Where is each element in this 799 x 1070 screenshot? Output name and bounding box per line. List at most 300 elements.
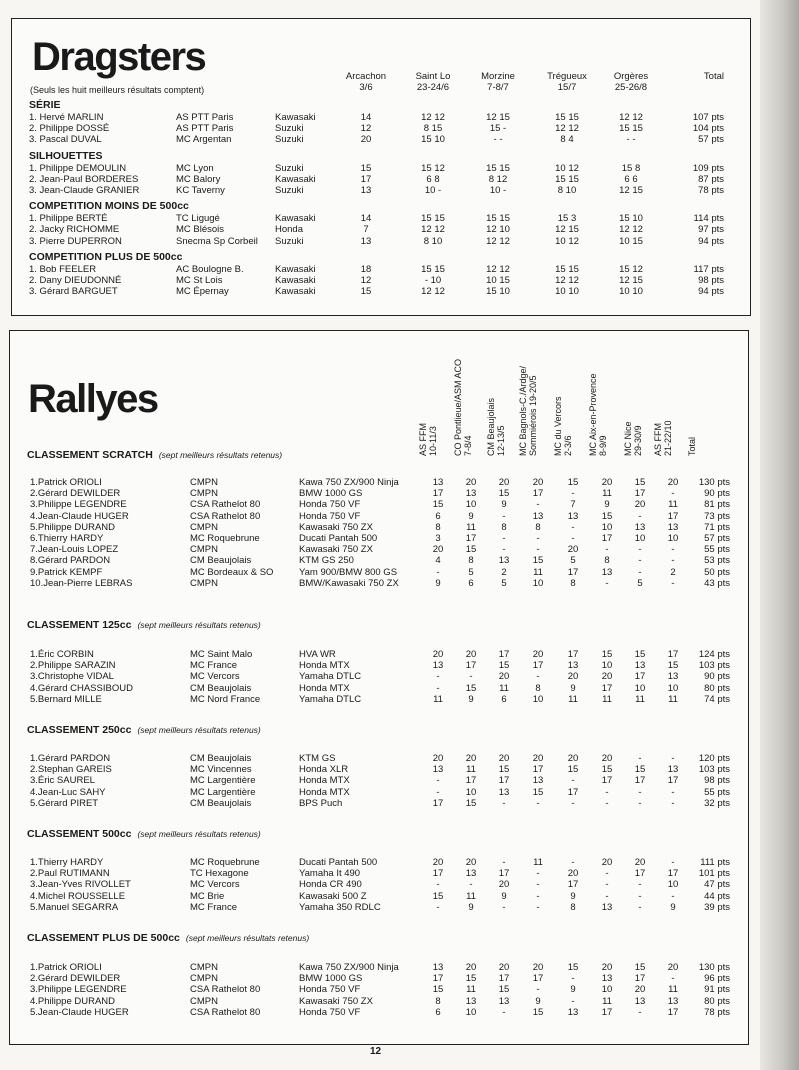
event-score: 10 — [465, 786, 477, 798]
event-header-line: 2-3/6 — [563, 435, 573, 456]
bike-model: Honda MTX — [299, 786, 350, 798]
total-points: 71 pts — [704, 521, 730, 533]
event-header-line: MC Bagnols-C./Ardge/ — [518, 365, 528, 456]
event-score: - — [469, 879, 473, 891]
event-score: 17 — [532, 973, 544, 985]
event-score: 17 — [532, 764, 544, 776]
event-score: 10 - — [489, 185, 507, 196]
event-score: 12 12 — [555, 275, 579, 286]
event-score: 15 — [634, 649, 646, 660]
event-score: - — [571, 521, 575, 533]
event-score: 8 10 — [557, 185, 577, 196]
bike-model: Honda MTX — [299, 775, 350, 787]
event-score: 20 — [432, 649, 444, 660]
event-score: 17 — [634, 671, 646, 683]
bike-model: Suzuki — [275, 185, 304, 196]
rider-name: 1.Gérard PARDON — [30, 753, 111, 764]
event-score: 17 — [532, 488, 544, 500]
event-score: 17 — [498, 973, 510, 985]
event-score: 13 — [432, 962, 444, 973]
rider-name: 6.Thierry HARDY — [30, 533, 104, 544]
total-points: 55 pts — [704, 786, 730, 798]
total-points: 101 pts — [698, 868, 730, 880]
total-points: 44 pts — [704, 890, 730, 902]
bike-model: Honda — [275, 224, 303, 236]
club-name: MC Brie — [190, 890, 225, 902]
event-score: - — [502, 510, 506, 522]
event-score: 12 10 — [486, 224, 510, 236]
section-note: (sept meilleurs résultats retenus) — [137, 620, 261, 630]
club-name: CM Beaujolais — [190, 797, 252, 809]
club-name: Snecma Sp Corbeil — [176, 235, 258, 247]
event-score: 4 — [435, 555, 441, 567]
event-header-line: AS FFM — [418, 423, 428, 456]
club-name: CMPN — [190, 488, 218, 500]
event-score: 10 15 — [619, 235, 643, 247]
club-name: KC Taverny — [176, 185, 225, 196]
event-score: 17 — [634, 488, 646, 500]
event-score: - — [671, 973, 675, 985]
event-score: 9 — [435, 577, 441, 589]
event-score: 14 — [360, 213, 372, 225]
event-score: 20 — [432, 544, 444, 556]
event-score: 20 — [601, 477, 613, 488]
event-name: Orgères — [613, 71, 649, 82]
section-note: (sept meilleurs résultats retenus) — [137, 829, 261, 839]
event-score: 20 — [634, 984, 646, 996]
event-score: 11 — [602, 488, 612, 500]
rider-name: 3.Philippe LEGENDRE — [30, 984, 127, 996]
dragsters-note: (Seuls les huit meilleurs résultats comptent) — [30, 85, 205, 95]
total-points: 74 pts — [704, 693, 730, 705]
rider-name: 10.Jean-Pierre LEBRAS — [30, 577, 133, 589]
bike-model: Kawasaki — [275, 263, 316, 275]
event-score: 10 — [601, 984, 613, 996]
event-header-line: 12-13/5 — [496, 425, 506, 456]
event-score: 20 — [601, 962, 613, 973]
club-name: MC Vercors — [190, 671, 240, 683]
event-score: 12 15 — [486, 112, 510, 123]
event-score: - — [671, 857, 675, 868]
event-score: - — [638, 753, 642, 764]
page-binding-edge — [760, 0, 799, 1070]
event-score: 20 — [532, 477, 544, 488]
event-score: 20 — [567, 868, 579, 880]
event-score: 6 8 — [426, 173, 440, 185]
event-score: 8 — [570, 577, 576, 589]
event-score: - — [571, 973, 575, 985]
event-score: 17 — [667, 775, 679, 787]
event-score: 15 12 — [421, 162, 445, 174]
bike-model: Honda 750 VF — [299, 1006, 361, 1018]
dragsters-category-title: COMPETITION PLUS DE 500cc — [29, 250, 183, 263]
total-points: 43 pts — [704, 577, 730, 589]
event-score: 20 — [567, 671, 579, 683]
event-score: 13 — [601, 973, 613, 985]
event-score: - — [671, 797, 675, 809]
rider-name: 1.Thierry HARDY — [30, 857, 104, 868]
event-score: 11 — [568, 693, 578, 705]
event-score: - — [536, 533, 540, 544]
event-score: 13 — [432, 764, 444, 776]
total-points: 53 pts — [704, 555, 730, 567]
rider-name: 5.Jean-Claude HUGER — [30, 1006, 129, 1018]
total-points: 107 pts — [692, 112, 724, 123]
event-score: 10 — [667, 533, 679, 544]
bike-model: Honda 750 VF — [299, 499, 361, 511]
event-score: 5 — [501, 577, 507, 589]
event-score: 15 — [498, 660, 510, 672]
bike-model: Suzuki — [275, 134, 304, 146]
event-score: 13 — [567, 510, 579, 522]
dragsters-category-title: SILHOUETTES — [29, 149, 103, 162]
event-score: 11 — [466, 984, 476, 996]
event-score: 6 — [435, 510, 441, 522]
event-header-line: MC du Vercors — [553, 396, 563, 456]
event-score: 20 — [498, 879, 510, 891]
event-score: - — [436, 786, 440, 798]
club-name: MC Balory — [176, 173, 221, 185]
event-score: 10 — [601, 660, 613, 672]
event-score: 17 — [465, 533, 477, 544]
event-score: - — [502, 1006, 506, 1018]
bike-model: Yamaha 350 RDLC — [299, 901, 381, 913]
event-score: - — [536, 984, 540, 996]
club-name: MC Lyon — [176, 162, 214, 174]
total-points: 96 pts — [704, 973, 730, 985]
club-name: MC Nord France — [190, 693, 261, 705]
event-date: 25-26/8 — [614, 82, 648, 93]
event-score: 10 — [465, 1006, 477, 1018]
event-score: - — [671, 555, 675, 567]
bike-model: Suzuki — [275, 235, 304, 247]
event-score: 12 12 — [555, 123, 579, 135]
event-score: 20 — [465, 857, 477, 868]
event-score: 10 — [634, 533, 646, 544]
rider-name: 8.Gérard PARDON — [30, 555, 111, 567]
page-number: 12 — [370, 1046, 382, 1057]
event-score: 12 12 — [619, 224, 643, 236]
event-score: 13 — [532, 775, 544, 787]
club-name: MC Épernay — [176, 286, 229, 298]
event-score: - — [605, 879, 609, 891]
event-score: 15 10 — [619, 213, 643, 225]
total-points: 124 pts — [698, 649, 730, 660]
event-header-line: 10-11/3 — [428, 426, 438, 456]
event-score: 11 — [533, 857, 543, 868]
bike-model: Honda 750 VF — [299, 510, 361, 522]
event-score: 6 — [435, 1006, 441, 1018]
bike-model: Kawasaki — [275, 112, 316, 123]
bike-model: Honda CR 490 — [299, 879, 362, 891]
total-points: 57 pts — [704, 533, 730, 544]
rider-name: 3.Jean-Yves RIVOLLET — [30, 879, 131, 891]
event-header-line: MC Aix-en-Provence — [588, 373, 598, 456]
total-points: 90 pts — [704, 671, 730, 683]
total-points: 81 pts — [704, 499, 730, 511]
event-score: 15 — [465, 797, 477, 809]
club-name: CMPN — [190, 577, 218, 589]
event-score: - — [502, 544, 506, 556]
rallyes-event-header — [553, 396, 573, 456]
event-score: - — [671, 544, 675, 556]
club-name: MC Vercors — [190, 879, 240, 891]
event-score: - - — [626, 134, 636, 146]
event-score: - — [605, 577, 609, 589]
event-header-line: CM Beaujolais — [486, 397, 496, 456]
rallyes-section-title — [27, 449, 282, 461]
event-score: 17 — [567, 879, 579, 891]
event-score: 20 — [360, 134, 372, 146]
event-score: 13 — [567, 1006, 579, 1018]
event-score: 15 — [567, 764, 579, 776]
event-score: 20 — [532, 753, 544, 764]
rider-name: 4.Michel ROUSSELLE — [30, 890, 126, 902]
event-score: 15 — [601, 764, 613, 776]
total-points: 87 pts — [698, 173, 724, 185]
event-score: 15 — [465, 973, 477, 985]
club-name: CMPN — [190, 962, 218, 973]
bike-model: Yamaha It 490 — [299, 868, 361, 880]
rider-name: 1. Philippe BERTÉ — [29, 213, 108, 225]
event-score: 13 — [498, 786, 510, 798]
event-score: 15 15 — [555, 263, 579, 275]
event-score: - — [605, 544, 609, 556]
club-name: AS PTT Paris — [176, 112, 234, 123]
event-score: 13 — [360, 185, 372, 196]
club-name: CMPN — [190, 544, 218, 556]
event-score: - — [536, 879, 540, 891]
event-score: 10 — [532, 577, 544, 589]
bike-model: Ducati Pantah 500 — [299, 533, 378, 544]
event-score: 15 — [498, 488, 510, 500]
event-score: 13 — [634, 660, 646, 672]
event-score: - — [502, 533, 506, 544]
event-score: 17 — [360, 173, 372, 185]
event-header-line: 29-30/9 — [633, 425, 643, 456]
event-score: 15 — [498, 984, 510, 996]
event-score: 13 — [667, 995, 679, 1007]
rider-name: 1. Philippe DEMOULIN — [29, 162, 127, 174]
total-points: 114 pts — [693, 213, 724, 225]
event-score: 14 — [360, 112, 372, 123]
event-score: 17 — [567, 566, 579, 578]
event-score: 10 — [532, 693, 544, 705]
event-score: 15 15 — [421, 263, 445, 275]
section-title: CLASSEMENT PLUS DE 500cc — [27, 932, 180, 944]
bike-model: Kawasaki — [275, 275, 316, 286]
event-score: 13 — [667, 764, 679, 776]
event-header-line: AS FFM — [653, 423, 663, 456]
total-points: 103 pts — [698, 764, 730, 776]
rider-name: 2.Stephan GAREIS — [30, 764, 112, 776]
event-score: 17 — [498, 775, 510, 787]
rider-name: 1. Bob FEELER — [29, 263, 97, 275]
dragsters-panel — [11, 18, 751, 316]
total-points: 130 pts — [698, 477, 730, 488]
event-date: 3/6 — [359, 82, 373, 93]
rider-name: 1.Patrick ORIOLI — [30, 477, 102, 488]
event-score: 10 12 — [555, 162, 579, 174]
club-name: CSA Rathelot 80 — [190, 1006, 261, 1018]
club-name: MC St Lois — [176, 275, 223, 286]
rallyes-section-title — [27, 932, 309, 944]
club-name: MC France — [190, 901, 237, 913]
total-points: 103 pts — [698, 660, 730, 672]
event-score: 17 — [432, 973, 444, 985]
event-score: 15 — [601, 649, 613, 660]
total-points: 94 pts — [698, 235, 724, 247]
bike-model: Kawasaki 750 ZX — [299, 544, 373, 556]
bike-model: KTM GS 250 — [299, 555, 354, 567]
club-name: TC Hexagone — [190, 868, 249, 880]
club-name: CMPN — [190, 995, 218, 1007]
rallyes-event-header — [623, 421, 643, 456]
event-score: 20 — [634, 499, 646, 511]
event-score: 17 — [432, 797, 444, 809]
event-score: 18 — [360, 263, 372, 275]
total-points: 120 pts — [698, 753, 730, 764]
event-score: 5 — [637, 577, 643, 589]
event-score: 15 — [601, 510, 613, 522]
event-score: 20 — [465, 477, 477, 488]
bike-model: Yamaha DTLC — [299, 693, 362, 705]
section-title: CLASSEMENT 500cc — [27, 828, 132, 840]
event-score: - — [605, 890, 609, 902]
total-points: 80 pts — [704, 995, 730, 1007]
event-score: 10 — [601, 521, 613, 533]
event-score: - — [638, 890, 642, 902]
bike-model: Kawasaki 750 ZX — [299, 521, 373, 533]
event-score: - — [436, 671, 440, 683]
event-score: - — [469, 671, 473, 683]
event-score: 17 — [465, 660, 477, 672]
event-score: 9 — [570, 984, 576, 996]
dragsters-category-title: SÉRIE — [29, 99, 61, 111]
club-name: MC Argentan — [176, 134, 232, 146]
rider-name: 1.Patrick ORIOLI — [30, 962, 102, 973]
rallyes-event-header — [653, 420, 673, 456]
total-points: 104 pts — [692, 123, 724, 135]
event-score: 15 — [634, 477, 646, 488]
event-name: Saint Lo — [415, 71, 451, 82]
rider-name: 3. Pascal DUVAL — [29, 134, 102, 146]
event-score: 20 — [667, 962, 679, 973]
rider-name: 3.Philippe LEGENDRE — [30, 499, 127, 511]
event-header-line: 21-22/10 — [663, 420, 673, 456]
rallyes-section-title — [27, 724, 261, 736]
bike-model: BMW/Kawasaki 750 ZX — [299, 577, 399, 589]
event-score: 12 12 — [421, 224, 445, 236]
rider-name: 4.Jean-Luc SAHY — [30, 786, 106, 798]
total-points: 90 pts — [704, 488, 730, 500]
event-score: 15 15 — [486, 162, 510, 174]
section-note: (sept meilleurs résultats retenus) — [158, 450, 283, 460]
event-score: 20 — [498, 962, 510, 973]
event-score: 20 — [498, 477, 510, 488]
club-name: MC France — [190, 660, 237, 672]
event-score: - — [536, 499, 540, 511]
event-score: - — [671, 488, 675, 500]
event-score: 6 — [501, 693, 507, 705]
event-score: - — [502, 797, 506, 809]
event-score: 20 — [601, 671, 613, 683]
total-points: 97 pts — [698, 224, 724, 236]
rider-name: 3. Jean-Claude GRANIER — [29, 185, 140, 196]
rider-name: 2.Paul RUTIMANN — [30, 868, 110, 880]
event-score: 13 — [601, 566, 613, 578]
total-points: 47 pts — [704, 879, 730, 891]
total-points: 39 pts — [704, 901, 730, 913]
event-score: 8 — [604, 555, 610, 567]
event-date: 23-24/6 — [416, 82, 450, 93]
event-score: 15 — [432, 890, 444, 902]
event-score: 15 — [634, 962, 646, 973]
event-score: 13 — [667, 671, 679, 683]
event-date: 15/7 — [557, 82, 577, 93]
event-score: 12 15 — [619, 275, 643, 286]
event-score: 12 12 — [619, 112, 643, 123]
event-header-line: Sommiérois 19-20/5 — [528, 375, 538, 456]
rider-name: 1.Éric CORBIN — [30, 649, 94, 660]
event-score: - — [571, 533, 575, 544]
section-title: CLASSEMENT 250cc — [27, 724, 132, 736]
event-score: 10 — [667, 879, 679, 891]
event-score: 15 3 — [557, 213, 577, 225]
event-score: 10 — [634, 682, 646, 694]
event-score: 17 — [601, 1006, 613, 1018]
dragsters-category-title: COMPETITION MOINS DE 500cc — [29, 200, 189, 213]
club-name: MC Largentière — [190, 775, 256, 787]
event-score: - — [638, 566, 642, 578]
event-score: 8 — [435, 521, 441, 533]
club-name: CMPN — [190, 477, 218, 488]
event-score: 15 — [532, 786, 544, 798]
club-name: CM Beaujolais — [190, 753, 252, 764]
event-score: 10 12 — [555, 235, 579, 247]
total-points: 117 pts — [693, 263, 724, 275]
event-score: 11 — [466, 764, 476, 776]
event-score: 15 — [465, 682, 477, 694]
event-score: 11 — [668, 984, 678, 996]
club-name: MC Bordeaux & SO — [190, 566, 274, 578]
total-points: 73 pts — [704, 510, 730, 522]
club-name: CM Beaujolais — [190, 682, 252, 694]
event-score: 17 — [601, 775, 613, 787]
rallyes-event-header — [518, 366, 538, 456]
event-score: 10 — [465, 499, 477, 511]
event-score: - — [536, 797, 540, 809]
event-score: 5 — [570, 555, 576, 567]
event-score: 13 — [432, 477, 444, 488]
total-points: 78 pts — [698, 185, 724, 196]
rallyes-event-header — [486, 398, 506, 456]
event-score: 13 — [567, 660, 579, 672]
event-score: 9 — [501, 499, 507, 511]
section-note: (sept meilleurs résultats retenus) — [185, 933, 310, 943]
event-score: 7 — [570, 499, 576, 511]
event-score: - — [671, 577, 675, 589]
rallyes-title: Rallyes — [28, 377, 158, 421]
event-score: - — [502, 901, 506, 913]
event-name: Arcachon — [345, 71, 387, 82]
event-score: 20 — [532, 649, 544, 660]
bike-model: Suzuki — [275, 162, 304, 174]
rider-name: 5.Gérard PIRET — [30, 797, 99, 809]
total-points: 109 pts — [692, 162, 724, 174]
event-score: 11 — [466, 890, 476, 902]
event-score: 17 — [667, 649, 679, 660]
